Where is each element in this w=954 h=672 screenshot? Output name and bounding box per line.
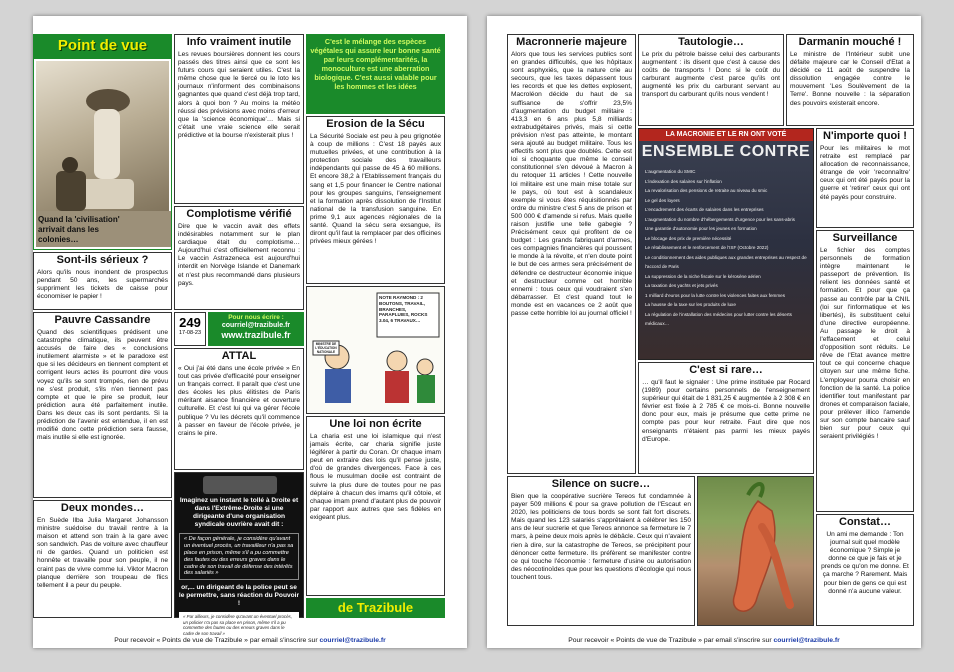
article-body: Pour les militaires le mot retraite est remplacé par allocation de reconnaissance, étrange de voir 'reconnaître' ceux qui ont été payés pour la guerre et 'retirer' ceux qui ont été payés pour construire. (820, 145, 910, 201)
surveillance-article (816, 230, 914, 512)
poster-title: ENSEMBLE CONTRE (641, 143, 811, 160)
article-title: Une loi non écrite (329, 418, 422, 430)
cartoon-note: NOTE RAYMOND : 2 BOUTONS, TRAVAIL, BRANCHES, PARAPLUIES, ROCKS 3.04, 6 TRAVAUX… (379, 295, 428, 324)
article-title: Erosion de la Sécu (326, 118, 425, 130)
article-body: Alors qu'ils nous inondent de prospectus pendant 50 ans, les supermarchés suppriment les tickets de caisse pour économiser le papier ! (37, 269, 168, 301)
darmanin-article (786, 34, 914, 126)
poster-item: L'augmentation du nombre d'hébergements d'urgence pour les sans-abris (645, 216, 795, 222)
nimporte-article (816, 128, 914, 228)
article-title: C'est si rare… (689, 364, 763, 376)
imagine-quote: « De façon générale, je considère qu'avant un éventuel procès, un travailleur n'a pas sa place en prison, même s'il a pu commettre des fautes ou des erreurs graves dans le cadre de son travail de défense des intérêts des salariés » (179, 533, 299, 580)
intro-text: C'est le mélange des espèces végétales qui assure leur bonne santé par leurs complémentarités, la monoculture est une aberration biologique. C'est aussi valable pour les hommes et les idées (310, 37, 441, 91)
issue-badge (174, 312, 206, 346)
poster-list (645, 167, 807, 329)
point-de-vue-block (33, 34, 172, 250)
poster-item: L'encadrement des écarts de salaires dans les entreprises (645, 207, 764, 212)
silence-article (507, 476, 695, 626)
article-title: Tautologie… (678, 36, 744, 48)
issue-date: 17-08-23 (178, 330, 202, 336)
article-body: Un ami me demande : Ton journal suit quel modèle économique ? Simple je donne ce que je fais et je prends ce qu'on me donne. Et ça marche ? Rarement. Mais pour bien de gens ce qui est donné n'a aucune valeur. (821, 531, 909, 595)
article-title: Macronnerie majeure (516, 36, 627, 48)
article-body: La Sécurité Sociale est peu à peu grignotée à coup de millions : C'est 18 payés aux mutuelles privées, et une contribution à la protection sociale des travailleurs indépendants qui passe de 45 à 60 millions. Et encore 38,2 à l'Etablissement français du sang et 1,5 pour financer le Centre national pour les groupes sanguins, l'enseignement et la formation après dissolution de l'Institut national de la transfusion sanguine. En prime 9,1 aux agences régionales de la santé. Quand la sécu sera exsangue, ils diront qu'il faut la remplacer par des officines privées mieux gérées ! (310, 133, 441, 246)
article-body: Le fichier des comptes personnels de formation intègre maintenant le passeport de prévention. Ils relient les données santé et formation. Et pour que ça passe au contrôle par la CNIL (loi sur l'informatique et les libertés), ils substituent celui d'une directive européenne. Au passage le droit à l'effacement et celui d'opposition sont réduits. Le rêve de l'Etat avance mettre tout ce qui concerne chaque citoyen sur une même fiche. L'employeur pourra choisir en fonction de la santé. La police identifier tout manifestant par drones et comparaison faciale, pour prélever illico l'amende sur son compte bancaire sauf bien sur pour ceux qui seraient privilégiés ! (820, 247, 910, 441)
footer-text: Pour recevoir « Points de vue de Trazibule » par email s'inscrire sur (568, 637, 772, 644)
article-body: Alors que tous les services publics sont en grandes difficultés, que les hôpitaux sont asphyxiés, que la nature crie au secours, que les taxes dépassent tous les records et que les dettes explosent, Macroléon décide du haut de sa suffisance de s'offrir 23,5% d'augmentation du budget militaire : 413,3 en 6 ans plus 5,8 milliards extrabudgétaires privés, mais si cette prévision n'est pas atteinte, le montant sera ajouté au budget militaire. Tous les effectifs sont plus que doublés. Cette est loi si choquante que même le conseil constitutionnel s'en dévoué à Macron à du retoquer 11 articles ! Cette nouvelle loi militaire est une main mise totale sur le pays, où tout est à scandaleux exemple si vous êtes réquisitionnés par ordre du ministre c'est 5 ans de prison et 500 000 € d'amende si refus. Mais quelle raison justifie une telle gabegie ? Précisément ceux qui profitent de ce budget : Les grands fabriquant d'armes, ces compagnies financières qui poussent le monde à la révolte, et n'en doute point le but de ces armes sera précisément de défendre ce destructeur économie inique et destructeur comme cet horrible ennemi : tous ceux qui voudraient s'en débarrasser. Et c'est quand tout le monde est en vacances ce 2 août que passe cette horrible loi au journal officiel ! (511, 51, 632, 317)
tautologie-article (638, 34, 784, 126)
brand-footer: de Trazibule (337, 600, 414, 615)
poster-item: La régulation de l'installation des médecins pour lutter contre les déserts médicaux… (645, 311, 792, 326)
poster-item: Le blocage des prix de première nécessité (645, 235, 732, 241)
cartoon-drawing (307, 287, 444, 413)
article-title: Deux mondes… (60, 502, 145, 514)
page-footer (33, 637, 467, 644)
footer-text: Pour recevoir « Points de vue de Trazibule » par email s'inscrire sur (114, 637, 318, 644)
article-title: Constat… (839, 516, 891, 528)
contact-box (208, 312, 304, 346)
complotisme-article (174, 206, 304, 310)
article-title: Silence on sucre… (551, 478, 651, 490)
article-body: Le prix du pétrole baisse celui des carburants augmentent : ils disent que c'est à cause des coûts de transports ! Donc si le coût du carburant augmente c'est parce qu'ils ont augmenté les prix du carburant servant au transport du carburant qu'ils nous vendent ! (642, 51, 780, 99)
poster-item: L'augmentation du SMIC (645, 169, 696, 174)
carrot-drawing (698, 477, 815, 627)
imagine-question: or,... un dirigeant de la police peut se le permettre, sans réaction du Pouvoir ! (178, 584, 300, 608)
info-inutile-article (174, 34, 304, 204)
brand-footer-banner (306, 598, 445, 618)
deux-mondes-article (33, 500, 172, 618)
article-body: La charia est une loi islamique qui n'est jamais écrite, car charia signifie juste légiférer à partir du Coran. Or chaque imam peut en extraire des lois qu'il pense juste, d'où de grandes divergences. Face à ces flous le musulman docile est contraint de suivre la plus dure de toutes pour ne pas déplaire à chacun des imams qu'il côtoie, et chaque imam prend d'autant plus de pouvoir par rapport aux autres que ses fidèles en exigeant plus. (310, 433, 441, 521)
article-title: Surveillance (832, 232, 898, 244)
page-footer (487, 637, 921, 644)
contact-website[interactable]: www.trazibule.fr (221, 330, 291, 340)
loi-article (306, 416, 445, 596)
cartoon-sign: MINISTRE DE L'ÉDUCATION NATIONALE (315, 342, 337, 354)
article-title: N'importe quoi ! (823, 130, 907, 142)
poster-item: La suppression de la niche fiscale sur le kérosène aérien (645, 273, 761, 279)
contact-email[interactable]: courriel@trazibule.fr (221, 322, 291, 329)
serieux-article (33, 252, 172, 310)
poster-item: Le conditionnement des aides publiques aux grandes entreprises au respect de l'accord de Paris (645, 254, 807, 269)
footer-email[interactable]: courriel@trazibule.fr (773, 637, 840, 644)
poster-item: Le rétablissement et le renforcement de l'ISF (Octobre 2022) (645, 245, 769, 250)
left-page (33, 16, 467, 648)
photo-placeholder (203, 476, 277, 494)
article-body: Bien que la coopérative sucrière Tereos fut condamnée à payer 509 millions € pour sa grave pollution de l'Escaut en 2020, les politiciens de tous bords se sont fait fort discrets. Mais quand les 123 salariés s'apprêtaient à célébrer les 150 ans de leur sucrerie et que Tereos annonce sa fermeture le 7 mars, à peine deux mois après le débâcle. Ceux qui n'avaient rien à dire, sur la catastrophe de Tereos, se précipitent pour dénoncer cette fermeture. Ils préfèrent se manifester contre ce qui touche l'économie : fermeture d'usine ou autorisation des néocotinoïdes que pour les questions d'écologie qui nous touchent tous. (511, 493, 691, 581)
poster-item: La taxation des yachts et jets privés (645, 283, 718, 288)
cartoon (306, 286, 445, 414)
constat-article (816, 514, 914, 626)
article-body: En Suède Ilba Julia Margaret Johansson ministre suédoise du travail rentre à la maison et attend son train à la gare avec son sandwich. Pas de voiture avec chauffeur ni de gardes. Quand un politicien est honnête et travaille pour son peuple, il ne craint pas de vivre comme lui. Viktor Macron planque derrière son troupeau de flics tellement il a peur du peuple. (37, 517, 168, 589)
footer-email[interactable]: courriel@trazibule.fr (319, 637, 386, 644)
brand-banner (34, 35, 171, 59)
ensemble-contre-poster (638, 128, 814, 360)
poster-item: Une garantie d'autonomie pour les jeunes en formation (645, 226, 757, 231)
historic-photo (36, 61, 169, 247)
macronnerie-article (507, 34, 636, 474)
poster-item: La revalorisation des pensions de retraite au niveau du smic (645, 188, 768, 193)
article-title: Darmanin mouché ! (798, 36, 902, 48)
right-page (487, 16, 921, 648)
photo-caption: Quand la 'civilisation' arrivait dans les colonies… (38, 215, 120, 244)
imagine-box (174, 472, 304, 636)
article-title: Pauvre Cassandre (54, 314, 151, 326)
article-title: Sont-ils sérieux ? (56, 254, 149, 266)
secu-article (306, 116, 445, 284)
poster-item: Le gel des loyers (645, 197, 680, 203)
issue-number: 249 (179, 315, 201, 330)
contact-line: Pour nous écrire : (228, 314, 284, 321)
poster-item: 1 milliard d'euros pour la lutte contre les violences faites aux femmes (645, 292, 786, 298)
article-body: … qu'il faut le signaler : Une prime instituée par Rocard (1989) pour certains personnels de l'enseignement supérieur qui était de 1 831,25 € augmentée à 2 308 € en février est fixée à 2 785 € ce mois-ci. Bonne nouvelle donc pour eux, mais je présume que cette prime ne compte pas pour leur retraite. Faut dire que nos enseignants n'étaient pas parmi les mieux payés d'Europe. (642, 379, 810, 443)
article-body: Les revues boursières donnent les cours passés des titres ainsi que ce sont les futurs cours qui seraient utiles. C'est la même chose que le tiercé ou le loto les journaux n'informent des combinaisons gagnantes que quand c'est déjà trop tard, alors à quoi bon ? Au moins la météo réussi des prévisions avec moins d'erreur que la 'science économique'… Mais si c'était une vraie science elle serait prédictive et la bourse n'existerait plus ! (178, 51, 300, 139)
vegetable-photo (697, 476, 814, 626)
article-body: Quand des scientifiques prédisent une catastrophe climatique, ils peuvent être accusés de faire des « conclusions inutilement alarmiste » et le paradoxe est que si les décideurs en tiennent comptent et corrigent leurs actes ils pourront dire vous voyez qu'ils se sont trompés, rien de prévu ne s'est produit, s'ils n'en tiennent pas compte et que le pire se produit, leur prédiction aura été parfaitement inutile. Dans les deux cas ils sont perdants. Si la prédiction de l'avenir est entendue, il en est modifié donc cette prédiction sera fausse, mais inutile si elle est ignorée. (37, 329, 168, 442)
article-body: « Oui j'ai été dans une école privée » En tout cas privée d'efficacité pour enseigner un français correct. Il paraît que c'est une des écoles les plus élitistes de Paris méritant aisance financière et ouverture culturelle. Et c'est lui qui va gérer l'école publique ? Vu les décrets qu'il commence à passer en faveur de l'école privée, je crains le pire. (178, 365, 300, 437)
article-title: Info vraiment inutile (186, 36, 292, 48)
cassandre-article (33, 312, 172, 498)
attal-article (174, 348, 304, 470)
poster-item: L'indexation des salaires sur l'inflation (645, 178, 722, 184)
poster-headline: LA MACRONIE ET LE RN ONT VOTÉ (639, 129, 813, 141)
imagine-quote-2: « Par ailleurs, je considère qu'avant un éventuel procès, un policier n'a pas sa place en prison, même s'il a pu commettre des fautes ou des erreurs graves dans le cadre de son travail » (179, 612, 299, 638)
article-title: Complotisme vérifié (186, 208, 292, 220)
article-body: Dire que le vaccin avait des effets indésirables notamment sur le plan cardiaque était du complotisme… Aujourd'hui c'est officiellement reconnu : Le vaccin Astrazeneca est aujourd'hui interdit en Norvège Islande et Danemark et n'est plus recommandé dans plusieurs pays. (178, 223, 300, 287)
article-title: ATTAL (221, 350, 257, 362)
poster-item: La hausse de la taxe sur les produits de luxe (645, 302, 736, 307)
article-body: Le ministre de l'Intérieur subit une défaite majeure car le Conseil d'Etat a décidé ce 11 août de suspendre la dissolution engagée contre le mouvement 'Les Soulèvement de la Terre'. Bonne nouvelle : la séparation des pouvoirs existerait encore. (790, 51, 910, 107)
intro-box (306, 34, 445, 114)
rare-article (638, 362, 814, 474)
imagine-text: Imaginez un instant le tollé à Droite et dans l'Extrême-Droite si une dirigeante d'une organisation syndicale ouvrière avait dit : (179, 497, 299, 529)
brand-title: Point de vue (57, 37, 148, 54)
